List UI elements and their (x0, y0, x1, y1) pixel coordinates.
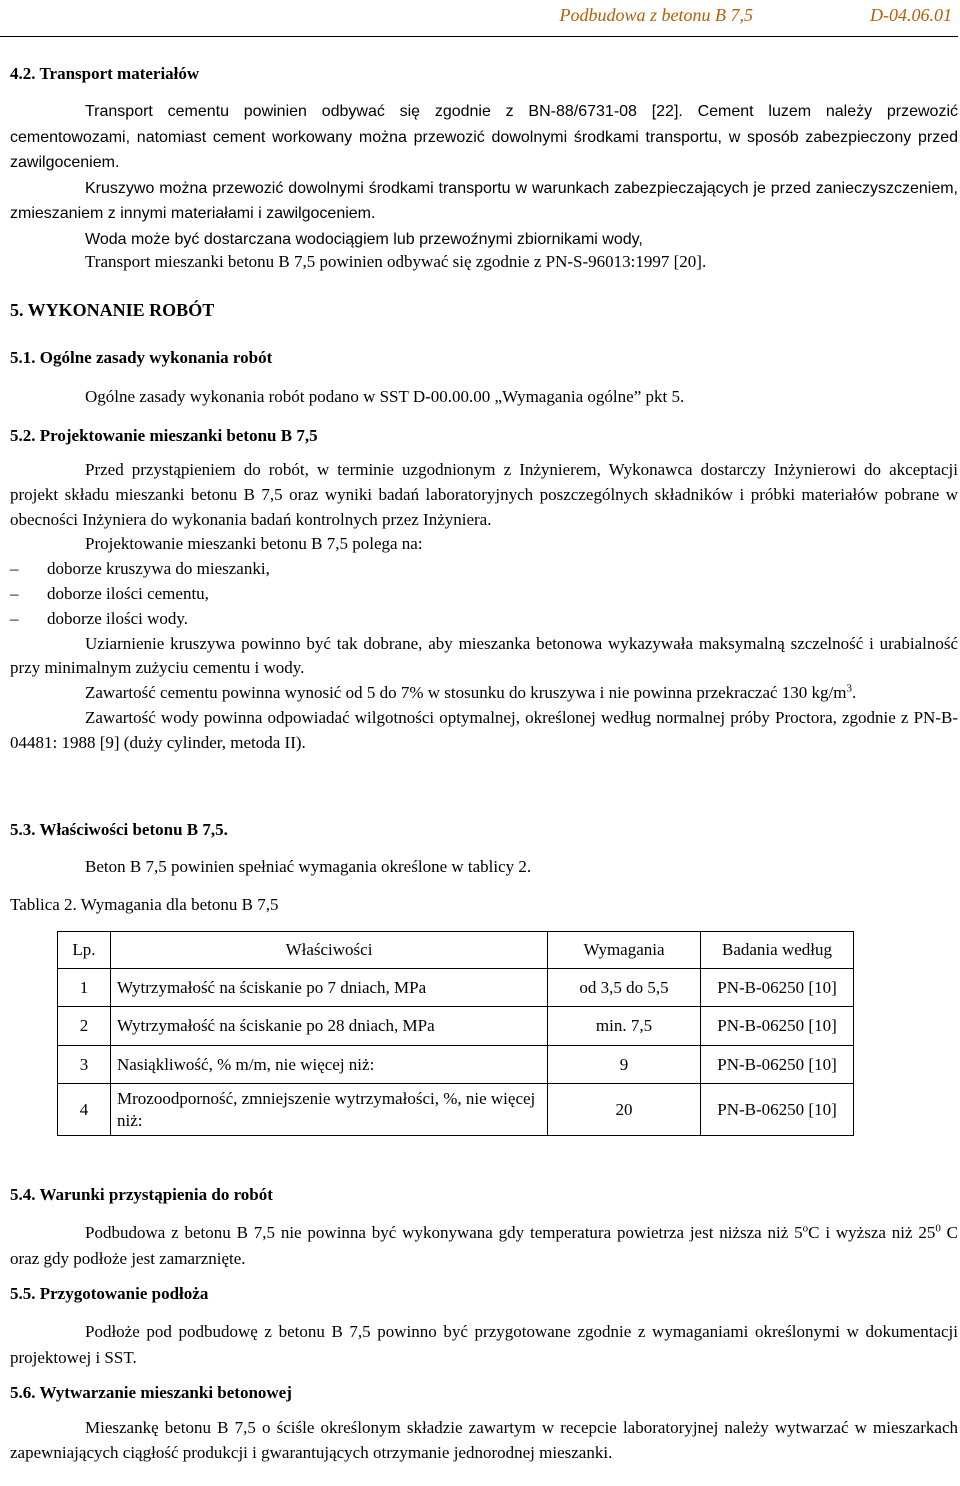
list-item-text: doborze ilości wody. (47, 608, 189, 628)
zawartosc-wody-paragraph: Zawartość wody powinna odpowiadać wilgotności optymalnej, określonej według normalnej próby Proctora, zgodnie z PN-B-04481: 1988 [9] (duży cylinder, metoda II). (10, 707, 958, 752)
section-5-3-body (0, 855, 960, 879)
ogolne-zasady-paragraph: Ogólne zasady wykonania robót podano w SST D-00.00.00 „Wymagania ogólne” pkt 5. (85, 387, 685, 406)
superscript: o (802, 1222, 809, 1235)
header-code: D-04.06.01 (870, 5, 952, 25)
table-header-cell: Właściwości (111, 932, 548, 969)
dash-bullet: – (10, 608, 19, 628)
section-5-1-body (0, 385, 960, 409)
section-5-5-heading: 5.5. Przygotowanie podłoża (10, 1284, 209, 1303)
section-5-6-body (0, 1415, 960, 1465)
zawartosc-cementu-text: Zawartość cementu powinna wynosić od 5 do 7% w stosunku do kruszywa i nie powinna przekraczać 130 kg/m (85, 683, 847, 703)
projekt-skladu-paragraph: Przed przystąpieniem do robót, w terminie uzgodnionym z Inżynierem, Wykonawca dostarczy Inżynierowi do akceptacji projekt składu mieszanki betonu B 7,5 oraz wyniki badań laboratoryjnych poszczególnych składników i próbki materiałów pobrane w obecności Inżyniera do wykonania badań kontrolnych przez Inżyniera. (10, 460, 958, 529)
podloze-paragraph: Podłoże pod podbudowę z betonu B 7,5 powinno być przygotowane zgodnie z wymaganiami określonymi w dokumentacji projektowej i SST. (10, 1322, 958, 1367)
transport-cement-paragraph: Transport cementu powinien odbywać się zgodnie z BN-88/6731-08 [22]. Cement luzem należy przewozić cementowozami, natomiast cement workowany można przewozić dowolnymi środkami transportu, w sposób zabezpieczony przed zawilgoceniem. (10, 103, 958, 171)
transport-mieszanka-block (0, 250, 960, 274)
section-5-1-heading: 5.1. Ogólne zasady wykonania robót (10, 348, 273, 367)
section-5-4-body (0, 1220, 960, 1272)
table-cell: od 3,5 do 5,5 (548, 969, 701, 1007)
warunki-text: C i wyższa niż 25 (808, 1223, 936, 1242)
period: . (852, 683, 857, 703)
table-caption: Tablica 2. Wymagania dla betonu B 7,5 (10, 895, 279, 914)
warunki-text: Podbudowa z betonu B 7,5 nie powinna być wykonywana gdy temperatura powietrza jest niższa niż 5 (85, 1223, 803, 1242)
table-cell: PN-B-06250 [10] (701, 1007, 854, 1046)
dash-bullet: – (10, 583, 19, 603)
section-5-2-heading: 5.2. Projektowanie mieszanki betonu B 7,5 (10, 426, 318, 445)
warunki-text: C oraz gdy podłoże jest zamarznięte. (10, 1223, 958, 1268)
table-row (58, 969, 854, 1007)
beton-wymagania-paragraph: Beton B 7,5 powinien spełniać wymagania określone w tablicy 2. (85, 857, 532, 876)
table-cell: Nasiąkliwość, % m/m, nie więcej niż: (111, 1046, 548, 1084)
table-cell: 1 (58, 969, 111, 1007)
header-title: Podbudowa z betonu B 7,5 (559, 5, 753, 25)
table-cell: 4 (58, 1084, 111, 1136)
list-item (0, 557, 960, 582)
list-item (0, 607, 960, 632)
table-header-cell: Lp. (58, 932, 111, 969)
transport-woda-paragraph: Woda może być dostarczana wodociągiem lub przewoźnymi zbiornikami wody, (85, 230, 643, 248)
table-cell: 9 (548, 1046, 701, 1084)
section-5-6-heading: 5.6. Wytwarzanie mieszanki betonowej (10, 1383, 292, 1402)
uziarnienie-paragraph: Uziarnienie kruszywa powinno być tak dobrane, aby mieszanka betonowa wykazywała maksymalną szczelność i urabialność przy minimalnym zużyciu cementu i wody. (10, 633, 958, 678)
table-header-cell: Badania według (701, 932, 854, 969)
table-cell: min. 7,5 (548, 1007, 701, 1046)
wytwarzanie-paragraph: Mieszankę betonu B 7,5 o ściśle określonym składzie zawartym w recepcie laboratoryjnej należy wytwarzać w mieszarkach zapewniających ciągłość produkcji i gwarantujących otrzymanie jednorodnej mieszanki. (10, 1418, 958, 1462)
table-cell: PN-B-06250 [10] (701, 1046, 854, 1084)
superscript: 0 (935, 1222, 941, 1235)
table-cell: PN-B-06250 [10] (701, 969, 854, 1007)
transport-kruszywo-paragraph: Kruszywo można przewozić dowolnymi środkami transportu w warunkach zabezpieczających je przed zanieczyszczeniem, zmieszaniem z innymi materiałami i zawilgoceniem. (10, 179, 958, 222)
requirements-table (57, 931, 854, 1136)
section-5-4-heading: 5.4. Warunki przystąpienia do robót (10, 1185, 273, 1204)
projektowanie-intro-paragraph: Projektowanie mieszanki betonu B 7,5 polega na: (85, 534, 423, 554)
table-cell: Wytrzymałość na ściskanie po 28 dniach, MPa (111, 1007, 548, 1046)
section-4-2-body (0, 99, 960, 252)
section-5-5-body (0, 1319, 960, 1371)
warunki-paragraph (0, 1220, 960, 1272)
table-cell: 3 (58, 1046, 111, 1084)
running-header (0, 0, 958, 37)
table-row (58, 1007, 854, 1046)
list-item (0, 582, 960, 607)
table-cell: Mrozoodporność, zmniejszenie wytrzymałości, %, nie więcej niż: (111, 1084, 548, 1136)
projektowanie-list (0, 557, 960, 631)
table-cell: PN-B-06250 [10] (701, 1084, 854, 1136)
zawartosc-cementu-paragraph (0, 681, 960, 706)
table-header-row (58, 932, 854, 969)
table-row (58, 1084, 854, 1136)
section-4-2-heading: 4.2. Transport materiałów (10, 64, 200, 83)
chapter-5-heading: 5. WYKONANIE ROBÓT (10, 300, 215, 320)
dash-bullet: – (10, 559, 19, 579)
table-header-cell: Wymagania (548, 932, 701, 969)
transport-mieszanka-paragraph: Transport mieszanki betonu B 7,5 powinien odbywać się zgodnie z PN-S-96013:1997 [20]. (85, 252, 707, 271)
table-cell: 2 (58, 1007, 111, 1046)
list-item-text: doborze ilości cementu, (47, 583, 209, 603)
section-5-2-body (0, 458, 960, 756)
superscript: 3 (846, 682, 852, 695)
list-item-text: doborze kruszywa do mieszanki, (47, 559, 270, 579)
section-5-3-heading: 5.3. Właściwości betonu B 7,5. (10, 820, 228, 839)
table-cell: 20 (548, 1084, 701, 1136)
table-cell: Wytrzymałość na ściskanie po 7 dniach, MPa (111, 969, 548, 1007)
table-row (58, 1046, 854, 1084)
